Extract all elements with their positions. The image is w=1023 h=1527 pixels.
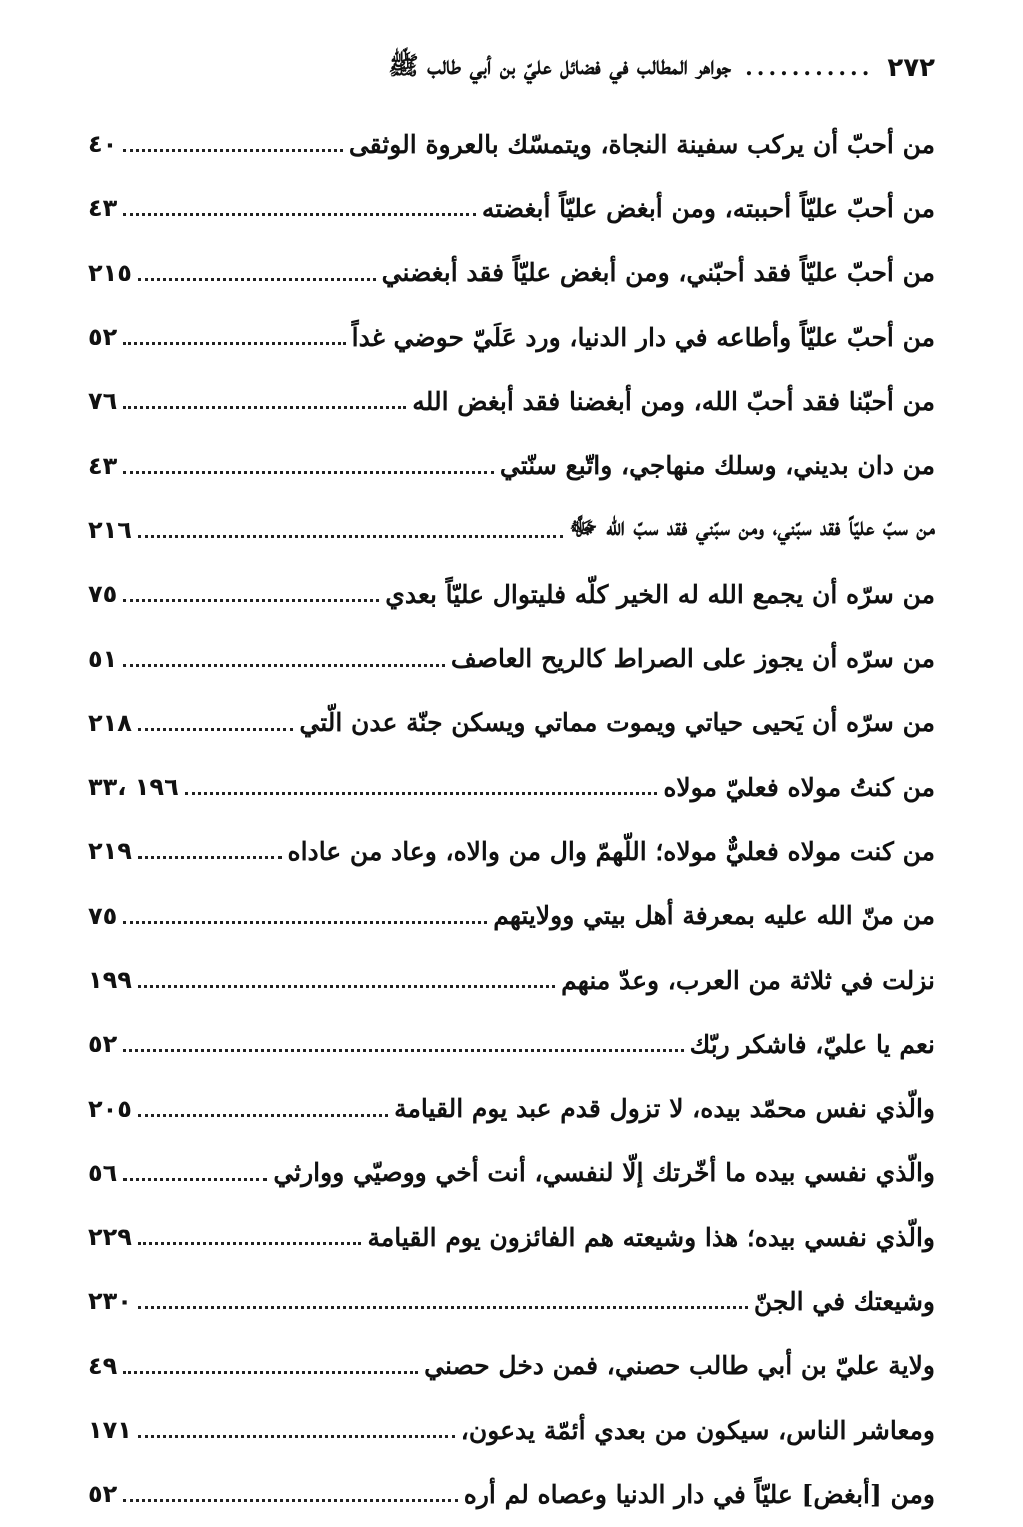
dot-leader bbox=[123, 1030, 683, 1058]
page-number: ٢٧٢ bbox=[887, 53, 935, 83]
index-entry bbox=[88, 112, 935, 176]
entry-text: والّذي نفسي بيده ما أخّرتك إلّا لنفسي، أنت أخي ووصيّي ووارثي bbox=[273, 1158, 935, 1188]
index-entry bbox=[88, 819, 935, 883]
entry-page: ٤٠ bbox=[88, 130, 118, 159]
dot-leader bbox=[123, 452, 494, 480]
entry-page: ٢٣٠ bbox=[88, 1287, 132, 1316]
entry-text: من أحبّ عليّاً أحببته، ومن أبغض عليّاً أبغضته bbox=[481, 193, 935, 223]
entry-page: ٢١٦ bbox=[88, 515, 132, 544]
index-entry bbox=[88, 755, 935, 819]
entry-page: ٢٢٩ bbox=[88, 1223, 132, 1252]
dot-leader bbox=[138, 966, 555, 994]
dot-leader bbox=[123, 1352, 418, 1380]
dot-leader bbox=[123, 902, 487, 930]
entry-page: ٧٥ bbox=[88, 901, 118, 930]
dot-leader bbox=[123, 387, 406, 415]
dot-leader bbox=[138, 1095, 388, 1123]
entry-page: ٥١ bbox=[88, 644, 118, 673]
entry-text: من سرّه أن يجمع الله له الخير كلّه فليتوال عليّاً بعدي bbox=[385, 579, 935, 609]
entry-text: من دان بديني، وسلك منهاجي، واتّبع سنّتي bbox=[499, 451, 935, 481]
index-entry bbox=[88, 1141, 935, 1205]
dot-leader bbox=[138, 259, 376, 287]
index-entry bbox=[88, 1012, 935, 1076]
dot-leader bbox=[138, 1223, 362, 1251]
index-entry bbox=[88, 884, 935, 948]
index-entry bbox=[88, 1334, 935, 1398]
entry-text: والّذي نفسي بيده؛ هذا وشيعته هم الفائزون يوم القيامة bbox=[367, 1222, 935, 1252]
index-entry bbox=[88, 369, 935, 433]
index-entry bbox=[88, 176, 935, 240]
entry-text: من كنت مولاه فعليٌّ مولاه؛ اللّهمّ وال من والاه، وعاد من عاداه bbox=[287, 836, 935, 866]
index-entry bbox=[88, 1462, 935, 1526]
dot-leader bbox=[123, 194, 476, 222]
index-entry bbox=[88, 1398, 935, 1462]
entry-text: من كنتُ مولاه فعليّ مولاه bbox=[663, 772, 935, 802]
index-entry bbox=[88, 691, 935, 755]
dot-leader bbox=[138, 1416, 455, 1444]
entry-page: ٤٩ bbox=[88, 1351, 118, 1380]
entry-text: من أحبّ أن يركب سفينة النجاة، ويتمسّك بالعروة الوثقى bbox=[348, 129, 935, 159]
entry-text: من سرّه أن يَحيى حياتي ويموت مماتي ويسكن جنّة عدن الّتي bbox=[299, 708, 935, 738]
entry-text: وشيعتك في الجنّ bbox=[753, 1286, 935, 1316]
entry-text: من سبّ عليّاً فقد سبّني، ومن سبّني فقد سبّ الله ﷻ bbox=[569, 512, 935, 542]
entry-text: نزلت في ثلاثة من العرب، وعدّ منهم bbox=[561, 965, 935, 995]
entry-text: نعم يا عليّ، فاشكر ربّك bbox=[689, 1029, 935, 1059]
header-leader-dots: ........... bbox=[745, 55, 874, 81]
running-header bbox=[88, 48, 935, 88]
dot-leader bbox=[123, 323, 345, 351]
entry-text: ومن [أبغض] عليّاً في دار الدنيا وعصاه لم أره bbox=[463, 1479, 935, 1509]
entry-text: ومعاشر الناس، سيكون من بعدي أئمّة يدعون، bbox=[460, 1415, 935, 1445]
dot-leader bbox=[138, 1287, 748, 1315]
index-entry bbox=[88, 1269, 935, 1333]
book-title: جواهر المطالب في فضائل عليّ بن أبي طالب ﷺ bbox=[388, 50, 732, 80]
dot-leader bbox=[123, 580, 379, 608]
entry-page: ٢١٩ bbox=[88, 837, 132, 866]
entry-page: ٥٢ bbox=[88, 1030, 118, 1059]
entry-page: ٥٢ bbox=[88, 323, 118, 352]
entry-text: من أحبّنا فقد أحبّ الله، ومن أبغضنا فقد أبغض الله bbox=[412, 386, 935, 416]
entry-page: ٢١٨ bbox=[88, 708, 132, 737]
index-entry bbox=[88, 948, 935, 1012]
entry-page: ٥٢ bbox=[88, 1480, 118, 1509]
entry-text: من سرّه أن يجوز على الصراط كالريح العاصف bbox=[450, 644, 935, 674]
dot-leader bbox=[123, 1480, 457, 1508]
index-entry bbox=[88, 1076, 935, 1140]
dot-leader bbox=[185, 773, 658, 801]
dot-leader bbox=[123, 645, 445, 673]
index-entries bbox=[88, 112, 935, 1527]
entry-text: والّذي نفس محمّد بيده، لا تزول قدم عبد يوم القيامة bbox=[394, 1094, 935, 1124]
entry-page: ٢٠٥ bbox=[88, 1094, 132, 1123]
index-entry bbox=[88, 1205, 935, 1269]
index-entry bbox=[88, 562, 935, 626]
entry-page: ٢١٥ bbox=[88, 258, 132, 287]
entry-page: ١٩٦ ،٣٣ bbox=[88, 773, 179, 802]
index-entry bbox=[88, 433, 935, 497]
entry-text: من منّ الله عليه بمعرفة أهل بيتي وولايتهم bbox=[493, 901, 935, 931]
entry-page: ١٩٩ bbox=[88, 966, 132, 994]
dot-leader bbox=[123, 130, 343, 158]
entry-page: ٤٣ bbox=[88, 451, 118, 480]
dot-leader bbox=[123, 1159, 267, 1187]
index-entry bbox=[88, 498, 935, 562]
entry-page: ١٧١ bbox=[88, 1416, 132, 1445]
entry-page: ٥٦ bbox=[88, 1158, 118, 1187]
dot-leader bbox=[138, 709, 293, 737]
entry-page: ٧٥ bbox=[88, 580, 118, 609]
dot-leader bbox=[138, 516, 563, 544]
dot-leader bbox=[138, 837, 282, 865]
entry-text: ولاية عليّ بن أبي طالب حصني، فمن دخل حصني bbox=[424, 1351, 935, 1381]
entry-page: ٧٦ bbox=[88, 387, 118, 416]
index-entry bbox=[88, 626, 935, 690]
entry-page: ٤٣ bbox=[88, 194, 118, 223]
entry-text: من أحبّ عليّاً فقد أحبّني، ومن أبغض عليّاً فقد أبغضني bbox=[381, 258, 935, 288]
index-entry bbox=[88, 305, 935, 369]
entry-text: من أحبّ عليّاً وأطاعه في دار الدنيا، ورد عَلَيّ حوضي غداً bbox=[351, 322, 935, 352]
index-entry bbox=[88, 241, 935, 305]
